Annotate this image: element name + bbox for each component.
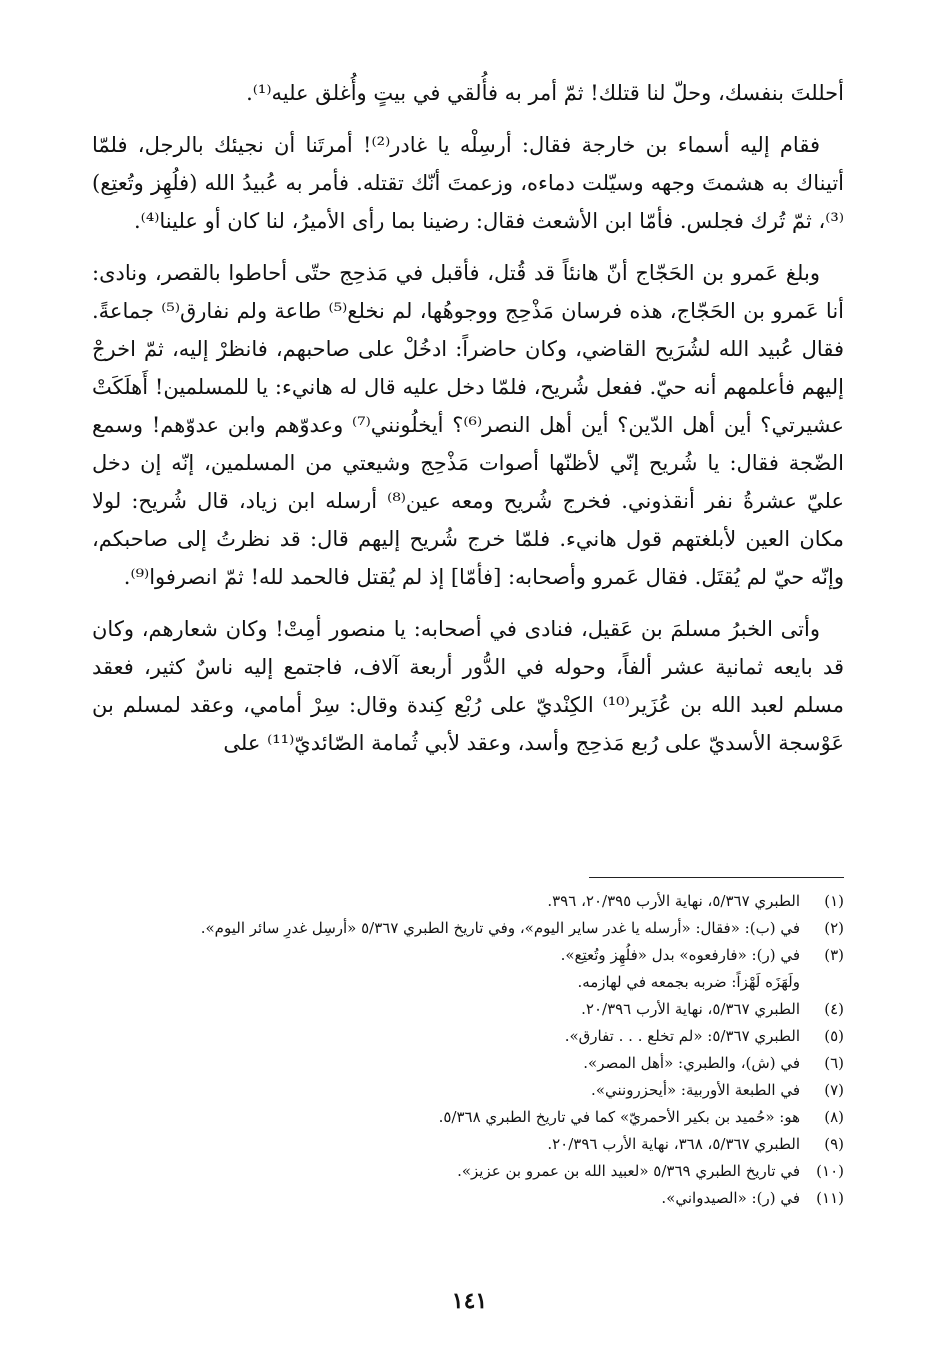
footnote-text: الطبري ٥/٣٦٧: «لم تخلع . . . تفارق». (564, 1027, 800, 1045)
footnote-number: (٦) (824, 1054, 844, 1072)
footnote (92, 1185, 844, 1212)
footnote (92, 1131, 844, 1158)
footnote-text: في (ب): «فقال: «أرسله يا غدر ساير اليوم»، وفي تاريخ الطبري ٥/٣٦٧ «أرسِل غدرِ سائر اليوم». (200, 919, 800, 937)
footnote-number: (٧) (824, 1081, 844, 1099)
footnote-text: في (ر): «فارفعوه» بدل «فلُهِز وتُعتِع». (560, 946, 800, 964)
main-text (92, 74, 844, 776)
footnote-number: (٥) (824, 1027, 844, 1045)
footnote-text: الطبري ٥/٣٦٧، ٣٦٨، نهاية الأرب ٢٠/٣٩٦. (547, 1135, 800, 1153)
footnote (92, 1104, 844, 1131)
footnotes (92, 888, 844, 1212)
paragraph: وأتى الخبرُ مسلمَ بن عَقيل، فنادى في أصحابه: يا منصور أمِتْ! وكان شعارهم، وكان قد بايعه ثمانية عشر ألفاً، وحوله في الدُّور أربعة آلاف، فاجتمع إليه ناسٌ كثير، فعقد مسلم لعبد الله بن عُزَير⁽¹⁰⁾ الكِنْديّ على رُبْع كِندة وقال: سِرْ أمامي، وعقد لمسلم بن عَوْسجة الأسديّ على رُبع مَذحِج وأسد، وعقد لأبي ثُمامة الصّائديّ⁽¹¹⁾ على (92, 617, 844, 755)
footnote-number: (٣) (824, 946, 844, 964)
footnote-number: (١٠) (816, 1162, 844, 1180)
footnote-number: (٢) (824, 919, 844, 937)
footnote (92, 1158, 844, 1185)
footnote-text: هو: «حُميد بن بكير الأحمريّ» كما في تاريخ الطبري ٥/٣٦٨. (438, 1108, 800, 1126)
footnote-number: (٨) (824, 1108, 844, 1126)
footnote (92, 1023, 844, 1050)
footnote-number: (١) (824, 892, 844, 910)
footnote (92, 1050, 844, 1077)
footnote (92, 1077, 844, 1104)
footnote-continuation: ولَهَزَه لَهْزاً: ضربه بجمعه في لهازمه. (577, 973, 800, 991)
footnote-text: في تاريخ الطبري ٥/٣٦٩ «لعبيد الله بن عمرو بن عزيز». (457, 1162, 800, 1180)
footnote-text: الطبري ٥/٣٦٧، نهاية الأرب ٢٠/٣٩٥، ٣٩٦. (547, 892, 800, 910)
footnote-text: في (ش)، والطبري: «أهل المصر». (583, 1054, 800, 1072)
footnote (92, 915, 844, 942)
footnote-text: في (ر): «الصيدواني». (661, 1189, 800, 1207)
footnote-text: الطبري ٥/٣٦٧، نهاية الأرب ٢٠/٣٩٦. (581, 1000, 800, 1018)
footnote (92, 996, 844, 1023)
footnote-text: في الطبعة الأوربية: «أيحزرونني». (591, 1081, 800, 1099)
footnote-number: (٩) (824, 1135, 844, 1153)
paragraph: فقام إليه أسماء بن خارجة فقال: أرسِلْه يا غادر⁽²⁾! أمرتَنا أن نجيئك بالرجل، فلمّا أتيناك به هشمتَ وجهه وسيّلت دماءه، وزعمتَ أنّك تقتله. فأمر به عُبيدُ الله (فلُهِز وتُعتِع)⁽³⁾، ثمّ تُرك فجلس. فأمّا ابن الأشعث فقال: رضينا بما رأى الأميرُ، لنا كان أو علينا⁽⁴⁾. (92, 133, 844, 233)
paragraph: وبلغ عَمرو بن الحَجّاج أنّ هانئاً قد قُتل، فأقبل في مَذحِج حتّى أحاطوا بالقصر، ونادى: أنا عَمرو بن الحَجّاج، هذه فرسان مَذْحِج ووجوهُها، لم نخلع⁽⁵⁾ طاعة ولم نفارق⁽⁵⁾ جماعةً. فقال عُبيد الله لشُرَيح القاضي، وكان حاضراً: ادخُلْ على صاحبهم، فانظرْ إليه، ثمّ اخرجْ إليهم فأعلمهم أنه حيّ. ففعل شُريح، فلمّا دخل عليه قال له هانيء: يا للمسلمين! أَهلَكَتْ عشيرتي؟ أين أهل الدّين؟ أين أهل النصر⁽⁶⁾؟ أيخلُونني⁽⁷⁾ وعدوّهم وابن عدوّهم! وسمع الضّجة فقال: يا شُريح إنّي لأظنّها أصوات مَذْحِج وشيعتي من المسلمين، إنّه إن دخل عليّ عشرةُ نفر أنقذوني. فخرج شُريح ومعه عين⁽⁸⁾ أرسله ابن زياد، قال شُريح: لولا مكان العين لأبلغتهم قول هانيء. فلمّا خرج شُريح إليهم قال: قد نظرتُ إلى صاحبكم، وإنّه حيّ لم يُقتَل. فقال عَمرو وأصحابه: [فأمّا] إذ لم يُقتل فالحمد لله! ثمّ انصرفوا⁽⁹⁾. (92, 261, 845, 589)
footnote-separator (589, 877, 844, 878)
footnote-number: (١١) (816, 1189, 844, 1207)
page-number: ١٤١ (451, 1288, 488, 1314)
footnote-number: (٤) (824, 1000, 844, 1018)
footnote (92, 888, 844, 915)
footnote (92, 942, 844, 969)
paragraph: أحللتَ بنفسك، وحلّ لنا قتلك! ثمّ أمر به فأُلقي في بيتٍ وأُغلق عليه⁽¹⁾. (246, 81, 844, 105)
